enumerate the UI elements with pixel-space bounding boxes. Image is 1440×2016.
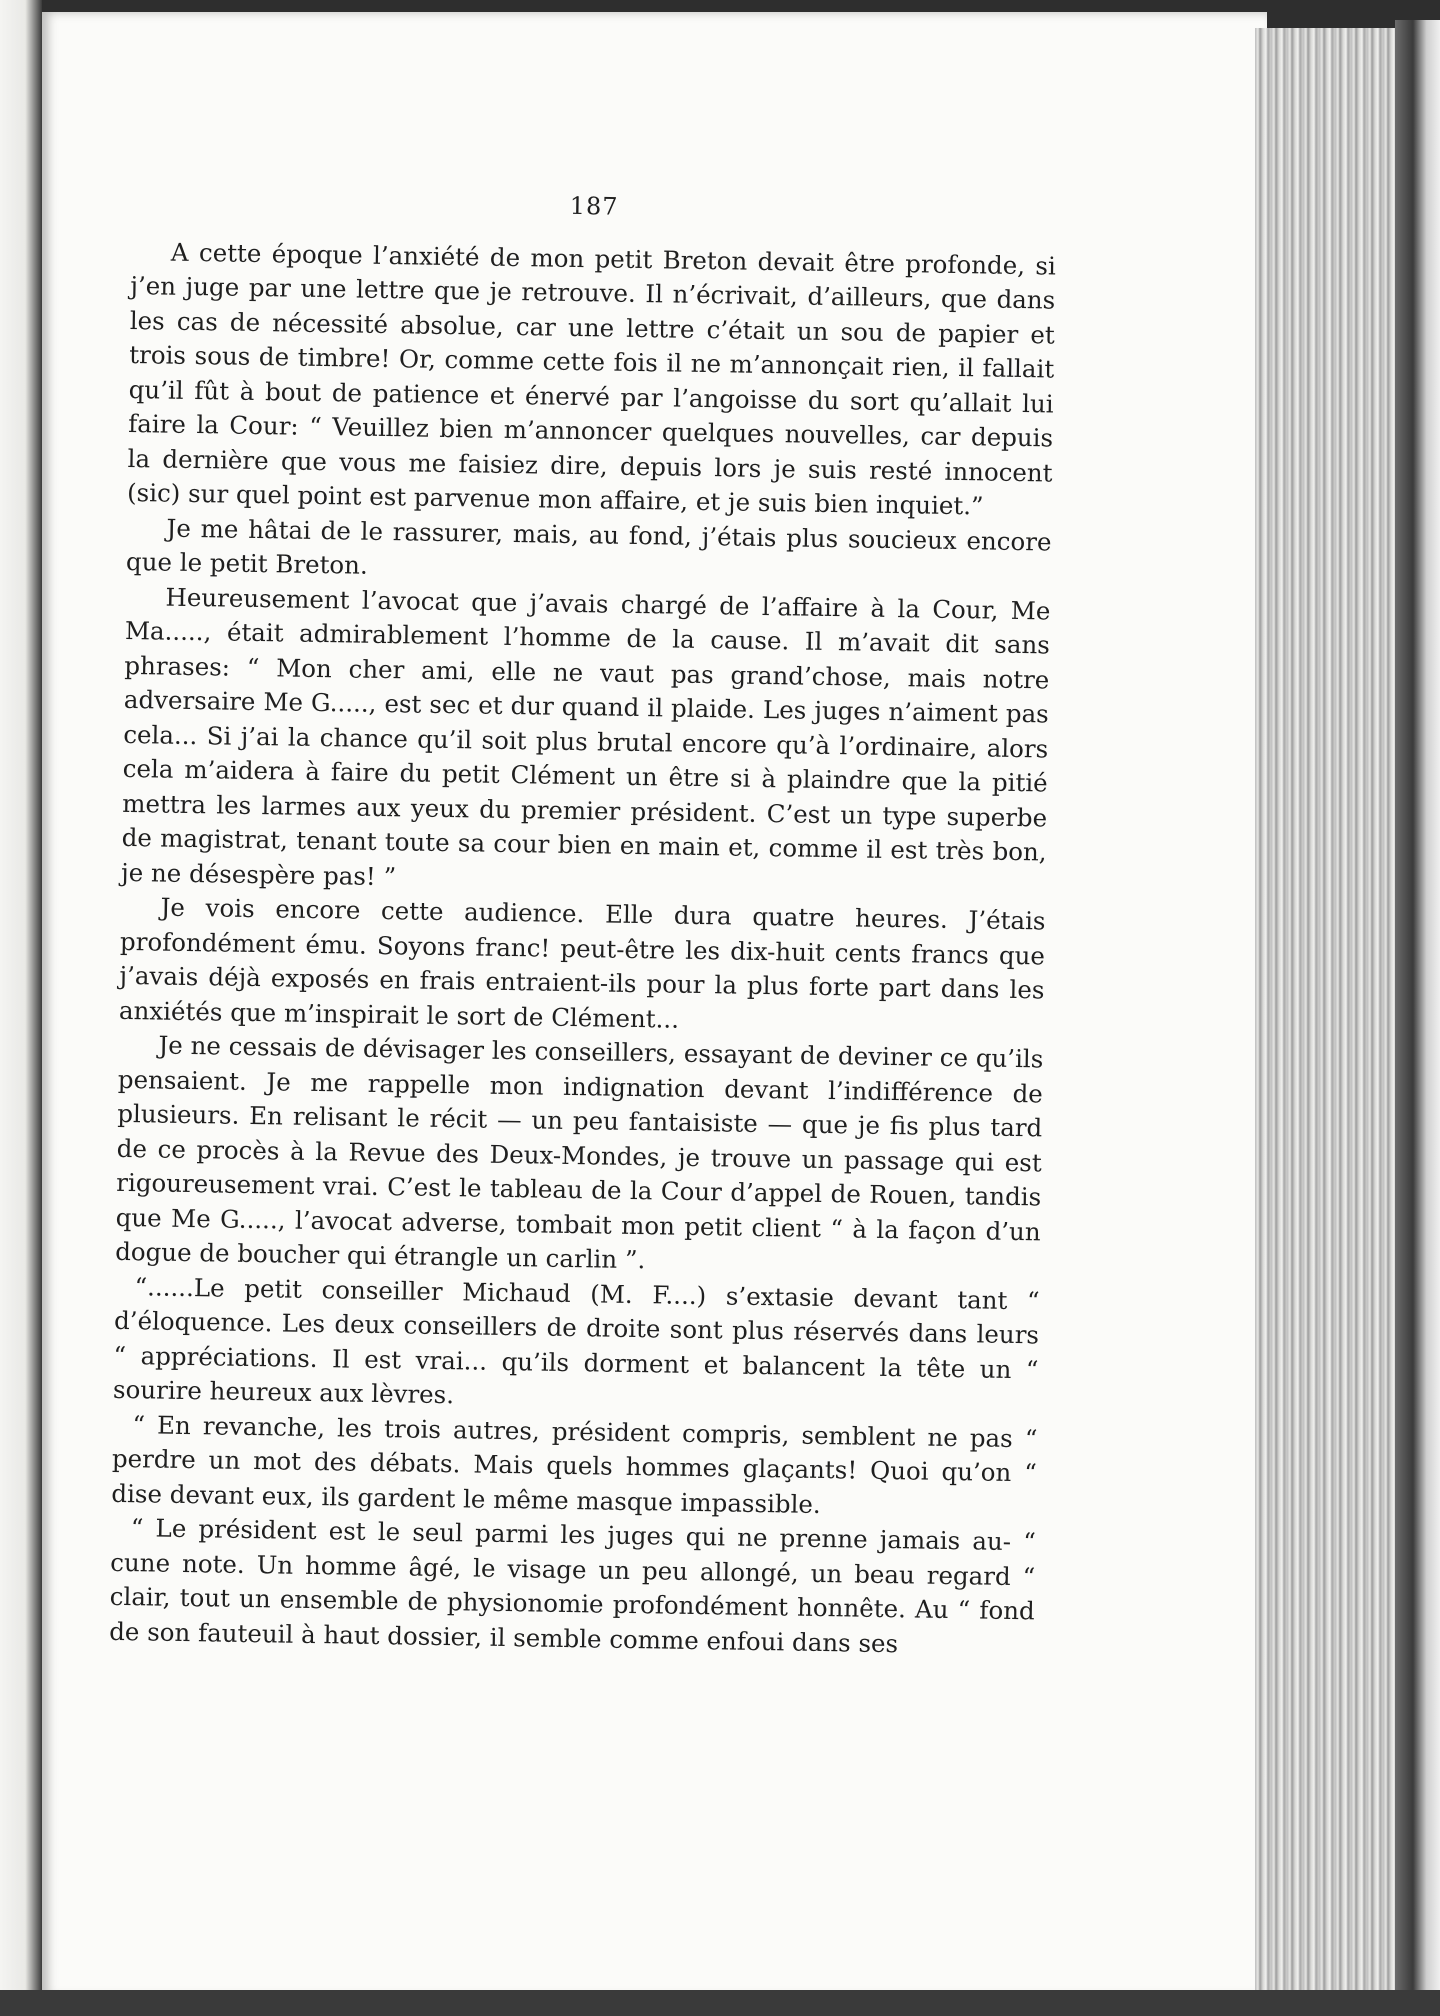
quoted-paragraph: “ En revanche, les trois autres, président compris, semblent ne pas “ perdre un mot des débats. Mais quels hommes glaçants! Quoi qu’on “ dise devant eux, ils gardent le même masque impassible. [111, 1409, 1038, 1519]
left-page-edge [0, 0, 42, 2016]
paragraph: Heureusement l’avocat que j’avais chargé de l’affaire à la Cour, Me Ma....., était admirablement l’homme de la cause. Il m’avait dit sans phrases: “ Mon cher ami, elle ne vaut pas grand’chose, mais notre adversaire Me G....., est sec et dur quand il plaide. Les juges n’aiment pas cela... Si j’ai la chance qu’il soit plus brutal encore qu’à l’ordinaire, alors cela m’aidera à faire du petit Clément un être si à plaindre que la pitié mettra les larmes aux yeux du premier président. C’est un type superbe de magistrat, tenant toute sa cour bien en main et, comme il est très bon, je ne désespère pas! ” [120, 582, 1051, 891]
scan-bottom-border [0, 1990, 1440, 2016]
page-number: 187 [569, 191, 619, 221]
page-text-block [109, 182, 1057, 1663]
quoted-paragraph: “ Le président est le seul parmi les juges qui ne prenne jamais au- “ cune note. Un homme âgé, le visage un peu allongé, un beau regard “ clair, tout un ensemble de physionomie profondément honnête. Au “ fond de son fauteuil à haut dossier, il semble comme enfoui dans ses [109, 1513, 1036, 1658]
paragraph: Je vois encore cette audience. Elle dura quatre heures. J’étais profondément ému. Soyons franc! peut-être les dix-huit cents francs que j’avais déjà exposés en frais entraient-ils pour la plus forte part dans les anxiétés que m’inspirait le sort de Clément... [118, 892, 1046, 1034]
quoted-paragraph: “......Le petit conseiller Michaud (M. F....) s’extasie devant tant “ d’éloquence. Les deux conseillers de droite sont plus réservés dans leurs “ appréciations. Il est vrai... qu’ils dorment et balancent la tête un “ sourire heureux aux lèvres. [112, 1271, 1040, 1410]
paragraph: A cette époque l’anxiété de mon petit Breton devait être profonde, si j’en juge par une lettre que je retrouve. Il n’écrivait, d’ailleurs, que dans les cas de nécessité absolue, car une lettre c’était un sou de papier et trois sous de timbre! Or, comme cette fois il ne m’annonçait rien, il fallait qu’il fût à bout de patience et énervé par l’angoisse du sort qu’allait lui faire la Cour: “ Veuillez bien m’annoncer quelques nouvelles, car depuis la dernière que vous me faisiez dire, depuis lors je suis resté innocent (sic) sur quel point est parvenue mon affaire, et je suis bien inquiet.” [126, 237, 1057, 521]
page-stack-edges [1255, 28, 1415, 2016]
paragraph: Je ne cessais de dévisager les conseillers, essayant de deviner ce qu’ils pensaient. Je me rappelle mon indignation devant l’indifférence de plusieurs. En relisant le récit — un peu fantaisiste — que je fis plus tard de ce procès à la Revue des Deux-Mondes, je trouve un passage qui est rigoureusement vrai. C’est le tableau de la Cour d’appel de Rouen, tandis que Me G....., l’avocat adverse, tombait mon petit client “ à la façon d’un dogue de boucher qui étrangle un carlin ”. [114, 1030, 1044, 1275]
paragraph: Je me hâtai de le rassurer, mais, au fond, j’étais plus soucieux encore que le petit Breton. [125, 513, 1052, 580]
book-cover-edge [1395, 20, 1440, 2016]
